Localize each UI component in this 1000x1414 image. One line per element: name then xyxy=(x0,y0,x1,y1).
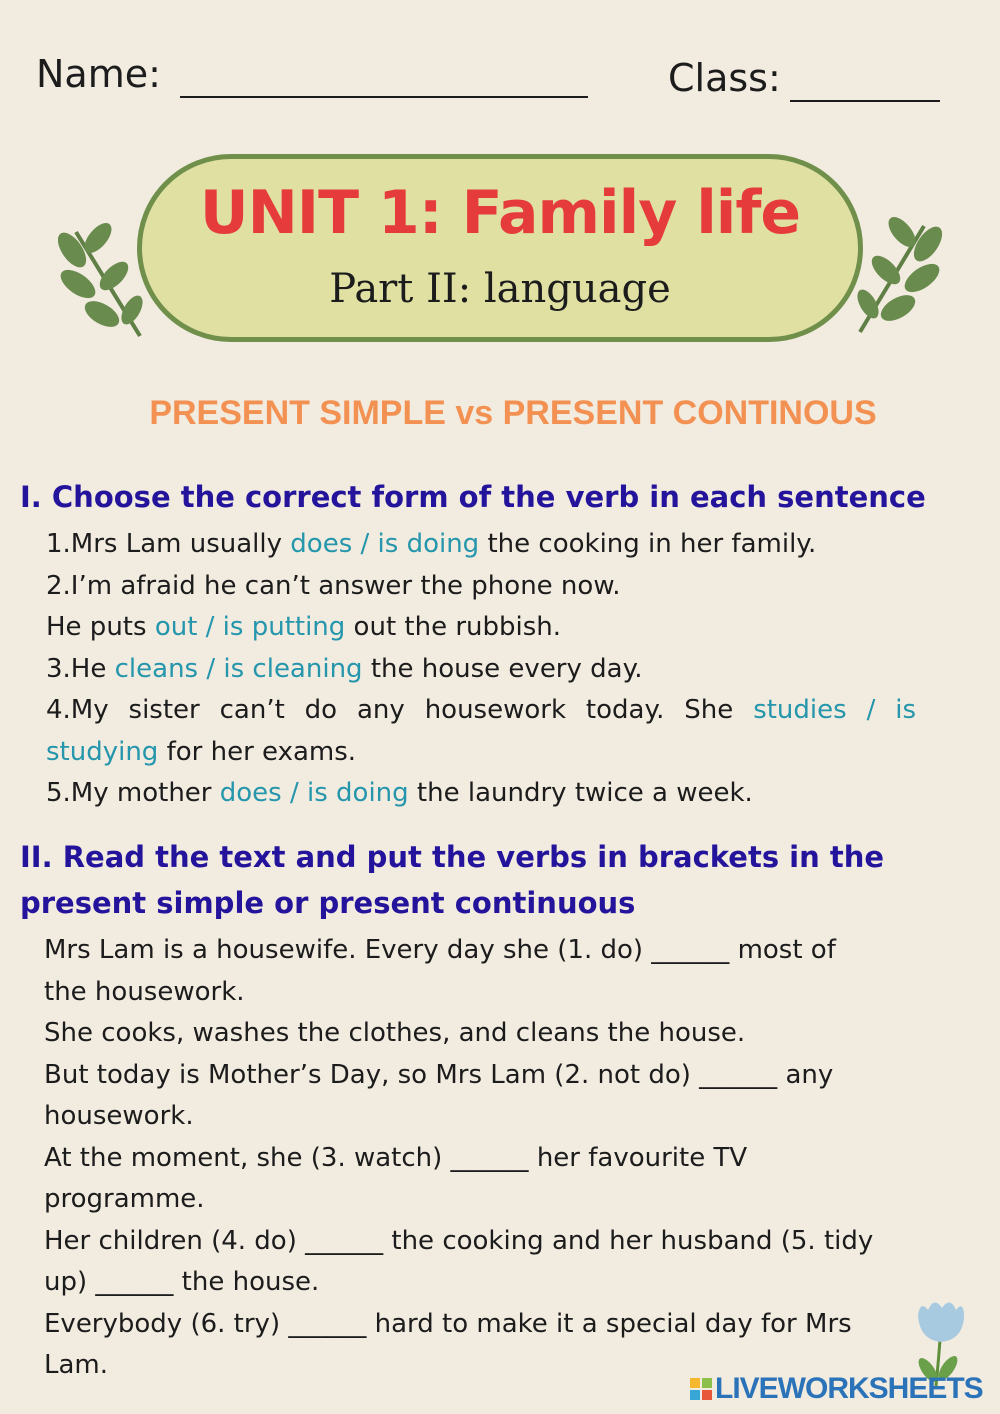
leaf-branch-icon xyxy=(58,220,148,340)
part-subtitle: Part II: language xyxy=(329,266,671,312)
section2-title xyxy=(20,834,980,926)
watermark-text: LIVEWORKSHEETS xyxy=(715,1372,983,1405)
question-3 xyxy=(46,649,916,691)
passage-line: programme. xyxy=(44,1184,205,1214)
name-field[interactable] xyxy=(180,96,588,98)
question-text: 5.My mother xyxy=(46,778,220,808)
question-text: 1.Mrs Lam usually xyxy=(46,529,291,559)
question-text: He puts xyxy=(46,612,155,642)
passage-line[interactable]: At the moment, she (3. watch) ______ her favourite TV xyxy=(44,1142,748,1173)
choice-options[interactable]: studies / is studying xyxy=(46,695,917,767)
class-label: Class: xyxy=(668,56,781,100)
question-4 xyxy=(46,690,916,773)
question-5 xyxy=(46,773,916,815)
question-text: for her exams. xyxy=(158,736,357,767)
choice-options[interactable]: does / is doing xyxy=(290,529,480,559)
question-2 xyxy=(46,607,916,649)
passage-line[interactable]: Everybody (6. try) ______ hard to make it a special day for Mrs xyxy=(44,1308,852,1339)
question-text: 4.My sister can’t do any housework today. She xyxy=(46,695,754,725)
section2-title-line: present simple or present continuous xyxy=(20,886,636,920)
passage-line: housework. xyxy=(44,1101,194,1131)
section2-title-line: II. Read the text and put the verbs in brackets in the xyxy=(20,840,885,874)
passage-line[interactable]: Her children (4. do) ______ the cooking and her husband (5. tidy xyxy=(44,1225,874,1256)
section1-questions xyxy=(46,524,916,815)
choice-options[interactable]: out / is putting xyxy=(154,612,346,642)
name-label: Name: xyxy=(36,52,161,96)
question-text: out the rubbish. xyxy=(345,612,562,642)
section1-title: I. Choose the correct form of the verb in each sentence xyxy=(20,480,926,514)
choice-options[interactable]: cleans / is cleaning xyxy=(114,653,363,684)
question-text: the cooking in her family. xyxy=(479,529,817,559)
question-2-context: 2.I’m afraid he can’t answer the phone now. xyxy=(46,570,621,601)
liveworksheets-watermark xyxy=(690,1372,983,1406)
unit-title: UNIT 1: Family life xyxy=(199,178,801,248)
question-text: the house every day. xyxy=(362,653,643,684)
passage-line: Lam. xyxy=(44,1350,109,1380)
leaf-branch-icon xyxy=(852,216,942,336)
question-1 xyxy=(46,524,916,566)
choice-options[interactable]: does / is doing xyxy=(219,778,409,808)
passage-line: the housework. xyxy=(44,976,245,1007)
passage-line[interactable]: But today is Mother’s Day, so Mrs Lam (2. not do) ______ any xyxy=(44,1059,834,1090)
question-text: 3.He xyxy=(46,653,115,684)
reading-passage xyxy=(44,930,944,1387)
class-field[interactable] xyxy=(790,100,940,102)
passage-line[interactable]: Mrs Lam is a housewife. Every day she (1. do) ______ most of xyxy=(44,935,836,965)
question-text: the laundry twice a week. xyxy=(408,778,753,808)
topic-heading: PRESENT SIMPLE vs PRESENT CONTINOUS xyxy=(149,394,877,432)
passage-line: She cooks, washes the clothes, and cleans the house. xyxy=(44,1018,746,1048)
liveworksheets-logo-icon xyxy=(690,1378,712,1400)
passage-line[interactable]: up) ______ the house. xyxy=(44,1267,320,1297)
